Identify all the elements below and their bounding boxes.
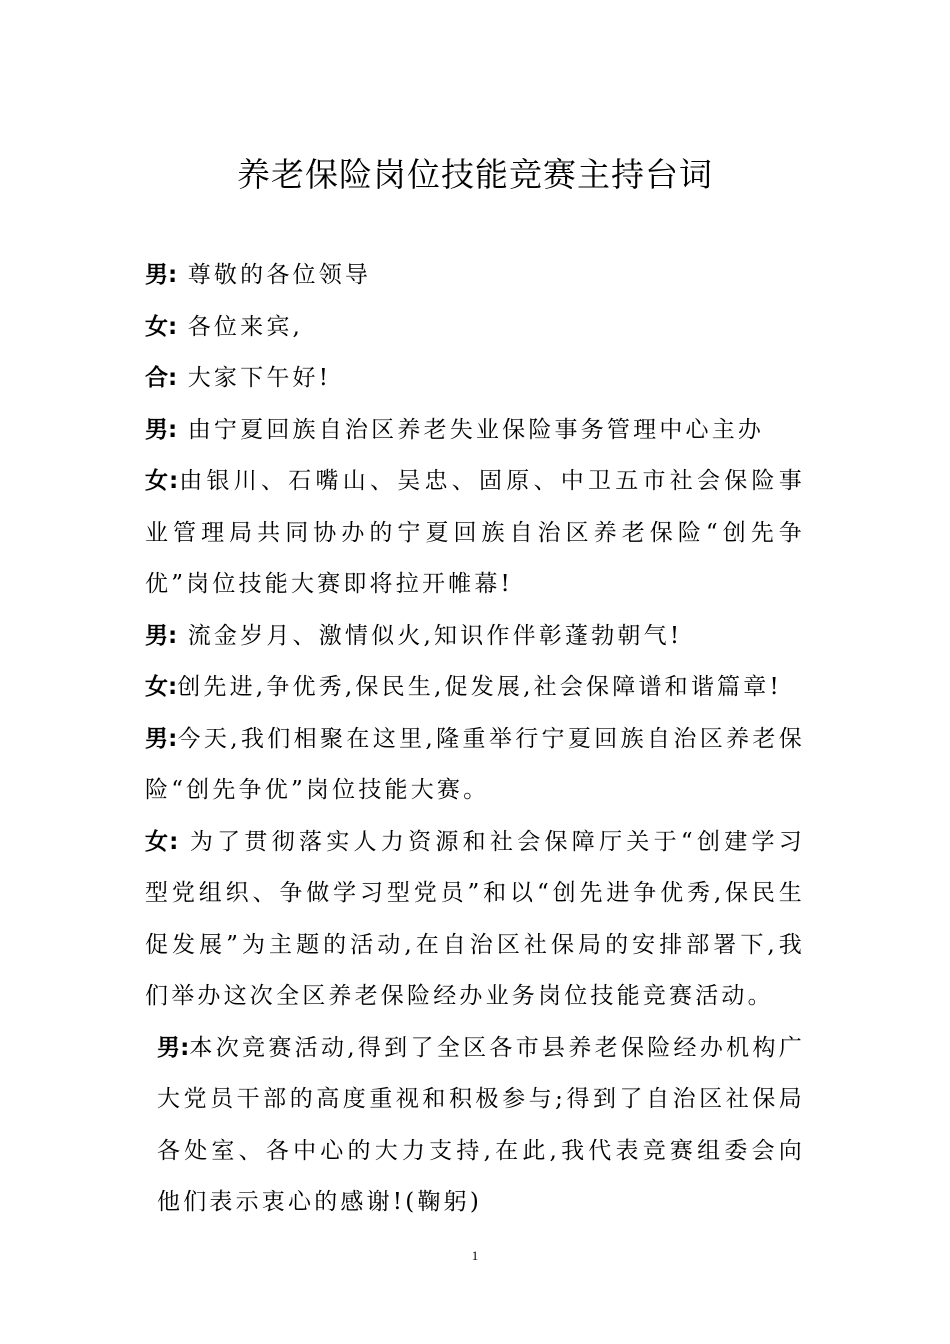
dialogue-line [145, 456, 805, 611]
speaker-label: 男: [145, 262, 178, 288]
dialogue-line [145, 611, 805, 663]
dialogue-line [145, 662, 805, 714]
speaker-label: 男: [145, 622, 178, 649]
speaker-label: 女: [145, 468, 179, 494]
dialogue-text: 创先进,争优秀,保民生,促发展,社会保障谱和谐篇章! [177, 674, 782, 700]
dialogue-line [145, 302, 805, 354]
speaker-label: 女: [145, 313, 178, 340]
speaker-label: 合: [145, 365, 178, 391]
dialogue-text: 大家下午好! [187, 365, 332, 391]
dialogue-text: 为了贯彻落实人力资源和社会保障厅关于“创建学习型党组织、争做学习型党员”和以“创先进争优秀,保民生促发展”为主题的活动,在自治区社保局的安排部署下,我们举办这次全区养老保险经办业务岗位技能竞赛活动。 [145, 828, 805, 1009]
document-title: 养老保险岗位技能竞赛主持台词 [237, 155, 713, 194]
dialogue-line [145, 405, 805, 457]
speaker-label: 女: [145, 828, 179, 855]
speaker-label: 男: [145, 416, 178, 443]
dialogue-line [145, 1023, 805, 1229]
dialogue-line [145, 353, 805, 405]
dialogue-text: 流金岁月、激情似火,知识作伴彰蓬勃朝气! [187, 622, 683, 649]
dialogue-text: 由宁夏回族自治区养老失业保险事务管理中心主办 [187, 416, 765, 443]
dialogue-text: 由银川、石嘴山、吴忠、固原、中卫五市社会保险事业管理局共同协办的宁夏回族自治区养老保险“创先争优”岗位技能大赛即将拉开帷幕! [145, 468, 805, 597]
dialogue-line [145, 250, 805, 302]
speaker-label: 男: [145, 725, 178, 752]
script-body [145, 250, 805, 1229]
dialogue-line [145, 714, 805, 817]
dialogue-text: 今天,我们相聚在这里,隆重举行宁夏回族自治区养老保险“创先争优”岗位技能大赛。 [145, 725, 805, 803]
dialogue-text: 本次竞赛活动,得到了全区各市县养老保险经办机构广大党员干部的高度重视和积极参与;得到了自治区社保局各处室、各中心的大力支持,在此,我代表竞赛组委会向他们表示衷心的感谢!(鞠躬) [157, 1034, 805, 1215]
page-number: 1 [471, 1248, 479, 1263]
speaker-label: 男: [157, 1034, 190, 1061]
dialogue-text: 尊敬的各位领导 [187, 262, 372, 288]
speaker-label: 女: [145, 674, 178, 700]
dialogue-line [145, 817, 805, 1023]
dialogue-text: 各位来宾, [187, 313, 304, 340]
